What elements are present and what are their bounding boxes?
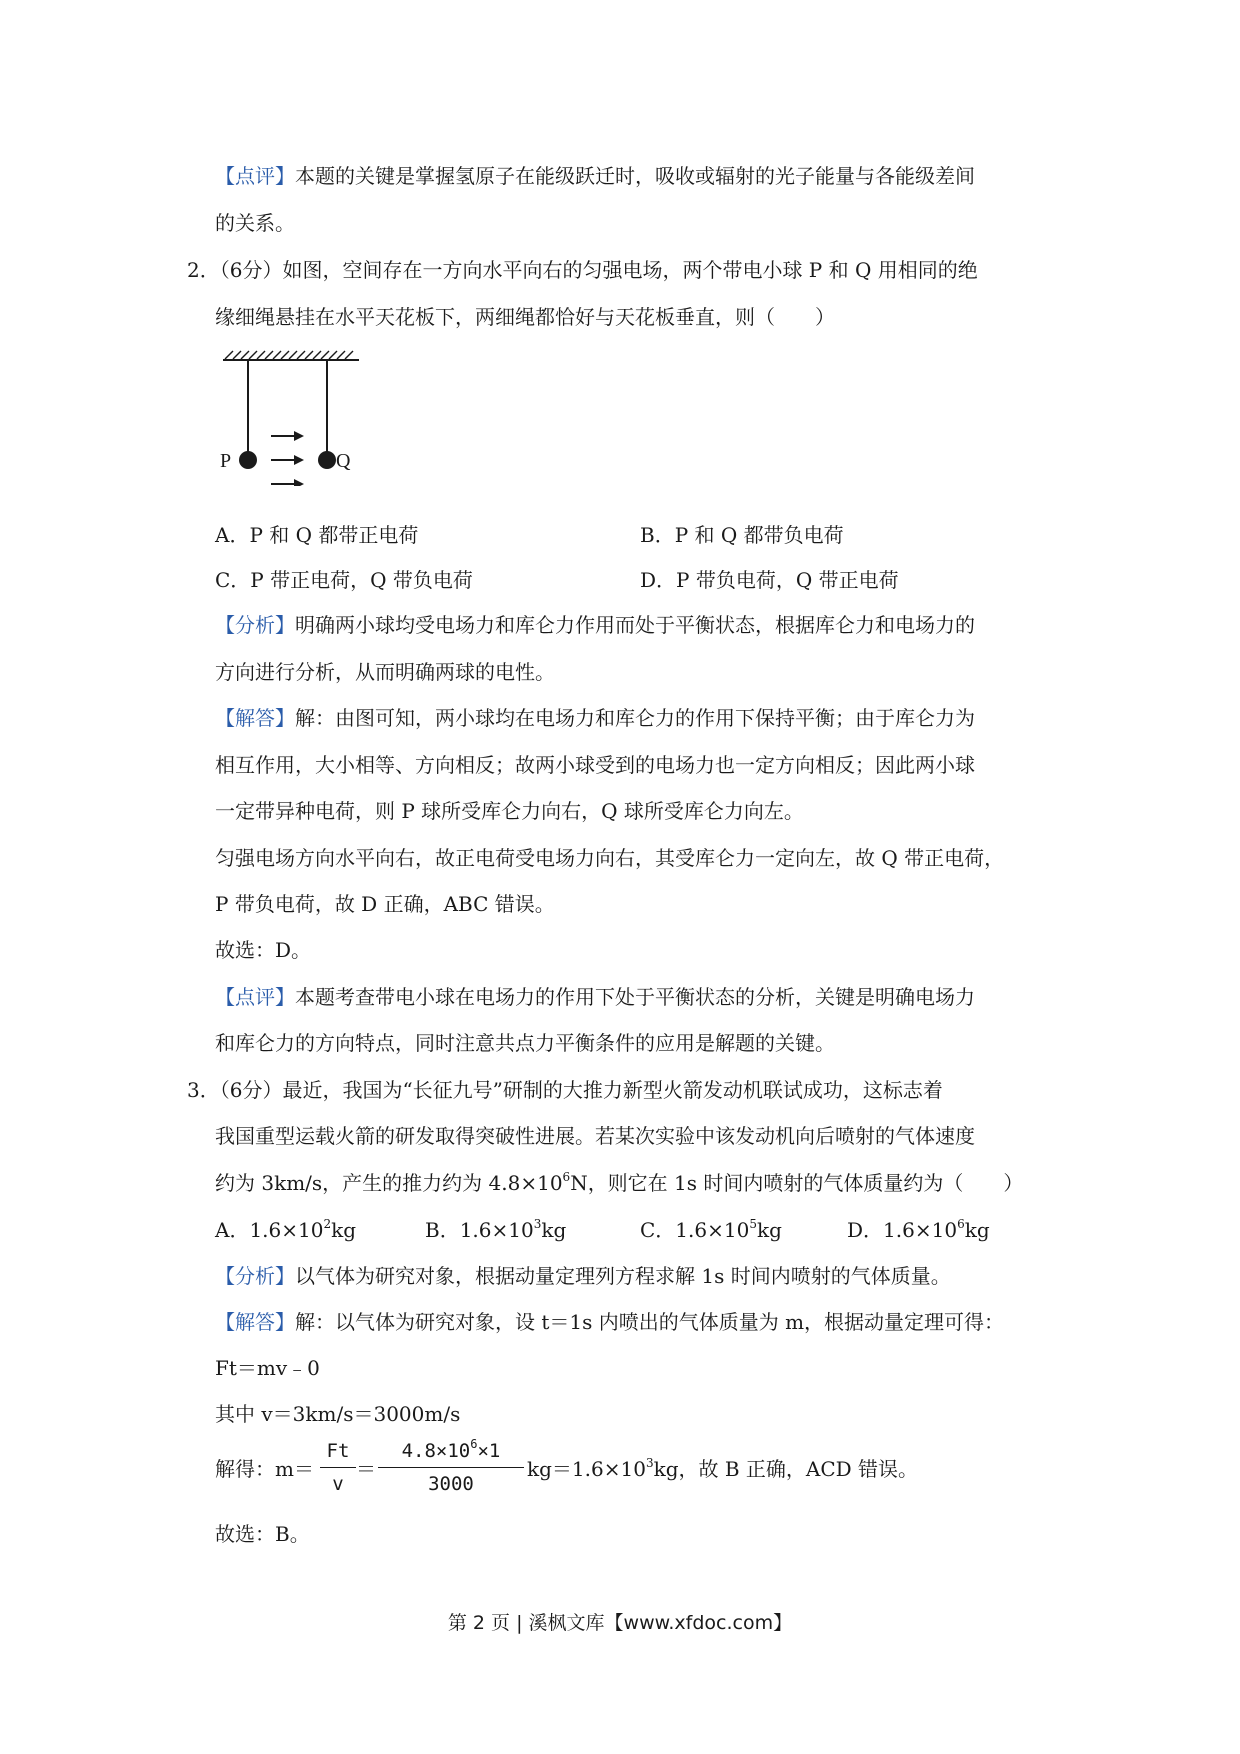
q2-answer: 故选：D。 xyxy=(215,938,312,962)
analysis-text: 以气体为研究对象，根据动量定理列方程求解 1s 时间内喷射的气体质量。 xyxy=(295,1264,951,1288)
fraction-1-numerator: Ft xyxy=(326,1440,350,1462)
option-a-exponent: 2 xyxy=(323,1217,332,1231)
q3-solution-line-2: Ft＝mv﹣0 xyxy=(215,1356,320,1380)
result-text: kg，故 B 正确，ACD 错误。 xyxy=(653,1457,919,1481)
label-q: Q xyxy=(336,450,351,472)
q2-review-line-2: 和库仑力的方向特点，同时注意共点力平衡条件的应用是解题的关键。 xyxy=(215,1031,835,1055)
q2-analysis-line-2: 方向进行分析，从而明确两球的电性。 xyxy=(215,660,555,684)
q3-analysis-line-1 xyxy=(215,1266,951,1286)
q2-stem-line-1: 2．（6分）如图，空间存在一方向水平向右的匀强电场，两个带电小球 P 和 Q 用相同的绝 xyxy=(187,258,978,282)
ball-q xyxy=(318,451,336,469)
fraction-1-bar xyxy=(320,1467,356,1468)
q2-option-c: C．P 带正电荷，Q 带负电荷 xyxy=(215,568,473,592)
option-b-exponent: 3 xyxy=(533,1217,542,1231)
q2-solution-line-1 xyxy=(215,708,975,728)
page-footer: 第 2 页 | 溪枫文库【www.xfdoc.com】 xyxy=(447,1612,793,1634)
numerator-factor: ×1 xyxy=(477,1440,501,1462)
q3-stem-line-3 xyxy=(215,1170,1024,1195)
q2-option-a: A．P 和 Q 都带正电荷 xyxy=(215,523,419,547)
fraction-2-bar xyxy=(378,1467,524,1468)
q3-answer: 故选：B。 xyxy=(215,1522,310,1546)
q2-solution-line-2: 相互作用，大小相等、方向相反；故两小球受到的电场力也一定方向相反；因此两小球 xyxy=(215,753,975,777)
q2-solution-line-3: 一定带异种电荷，则 P 球所受库仑力向右，Q 球所受库仑力向左。 xyxy=(215,799,804,823)
q2-solution-line-5: P 带负电荷，故 D 正确，ABC 错误。 xyxy=(215,892,555,916)
q3-option-b xyxy=(425,1217,567,1242)
solution-text: 解：由图可知，两小球均在电场力和库仑力的作用下保持平衡；由于库仑力为 xyxy=(295,706,975,730)
equation-equals: ＝ xyxy=(356,1457,376,1481)
solution-tag: 【解答】 xyxy=(215,1310,295,1334)
option-c-mantissa: C．1.6×10 xyxy=(640,1218,750,1242)
ceiling xyxy=(223,351,359,360)
field-arrow-2-head xyxy=(294,455,304,465)
option-b-mantissa: B．1.6×10 xyxy=(425,1218,534,1242)
numerator-exponent: 6 xyxy=(470,1437,478,1451)
analysis-tag: 【分析】 xyxy=(215,613,295,637)
fraction-ft-over-v xyxy=(320,1440,356,1500)
option-d-mantissa: D．1.6×10 xyxy=(847,1218,958,1242)
q2-option-d: D．P 带负电荷，Q 带正电荷 xyxy=(640,568,899,592)
equation-prefix: 解得：m＝ xyxy=(215,1457,314,1481)
fraction-2-numerator xyxy=(378,1437,524,1462)
field-arrow-3-head xyxy=(294,479,304,486)
q2-option-b: B．P 和 Q 都带负电荷 xyxy=(640,523,844,547)
solution-tag: 【解答】 xyxy=(215,706,295,730)
option-a-mantissa: A．1.6×10 xyxy=(215,1218,324,1242)
q3-solution-line-3: 其中 v＝3km/s＝3000m/s xyxy=(215,1402,461,1426)
q2-analysis-line-1 xyxy=(215,615,975,635)
q3-solution-line-1 xyxy=(215,1312,1004,1332)
analysis-text: 明确两小球均受电场力和库仑力作用而处于平衡状态，根据库仑力和电场力的 xyxy=(295,613,975,637)
q2-review-line-1 xyxy=(215,987,975,1007)
analysis-tag: 【分析】 xyxy=(215,1264,295,1288)
q3-option-d xyxy=(847,1217,990,1242)
ball-p xyxy=(239,451,257,469)
review-1-line-1 xyxy=(215,166,975,186)
option-c-unit: kg xyxy=(756,1218,782,1242)
result-mantissa: kg＝1.6×10 xyxy=(527,1457,646,1481)
q3-stem-text: 约为 3km/s，产生的推力约为 4.8×10 xyxy=(215,1171,563,1195)
q3-stem-exponent: 6 xyxy=(562,1170,571,1184)
q3-stem-text-end: N，则它在 1s 时间内喷射的气体质量约为（ ） xyxy=(570,1171,1024,1195)
q2-stem-line-2: 缘细绳悬挂在水平天花板下，两细绳都恰好与天花板垂直，则（ ） xyxy=(215,305,835,329)
field-arrow-1-head xyxy=(294,431,304,441)
review-tag: 【点评】 xyxy=(215,985,295,1009)
equation-result xyxy=(527,1456,919,1481)
label-p: P xyxy=(220,450,232,472)
fraction-2-denominator: 3000 xyxy=(428,1473,474,1495)
q3-option-c xyxy=(640,1217,782,1242)
result-exponent: 3 xyxy=(645,1456,654,1470)
review-1-line-2: 的关系。 xyxy=(215,211,295,235)
option-a-unit: kg xyxy=(331,1218,357,1242)
field-arrows xyxy=(271,431,304,486)
q2-solution-line-4: 匀强电场方向水平向右，故正电荷受电场力向右，其受库仑力一定向左，故 Q 带正电荷， xyxy=(215,846,1005,870)
q3-option-a xyxy=(215,1217,357,1242)
review-text: 本题的关键是掌握氢原子在能级跃迁时，吸收或辐射的光子能量与各能级差间 xyxy=(295,164,975,188)
q3-stem-line-1: 3．（6分）最近，我国为“长征九号”研制的大推力新型火箭发动机联试成功，这标志着 xyxy=(187,1078,943,1102)
solution-text: 解：以气体为研究对象，设 t＝1s 内喷出的气体质量为 m，根据动量定理可得： xyxy=(295,1310,1005,1334)
option-d-unit: kg xyxy=(964,1218,990,1242)
q3-stem-line-2: 我国重型运载火箭的研发取得突破性进展。若某次实验中该发动机向后喷射的气体速度 xyxy=(215,1124,975,1148)
review-text: 本题考查带电小球在电场力的作用下处于平衡状态的分析，关键是明确电场力 xyxy=(295,985,975,1009)
option-b-unit: kg xyxy=(541,1218,567,1242)
review-tag: 【点评】 xyxy=(215,164,295,188)
fraction-1-denominator: v xyxy=(332,1473,344,1495)
option-c-exponent: 5 xyxy=(749,1217,757,1231)
option-d-exponent: 6 xyxy=(957,1217,965,1231)
q2-figure xyxy=(218,346,368,486)
fraction-numeric xyxy=(378,1438,524,1500)
numerator-mantissa: 4.8×10 xyxy=(401,1440,471,1462)
